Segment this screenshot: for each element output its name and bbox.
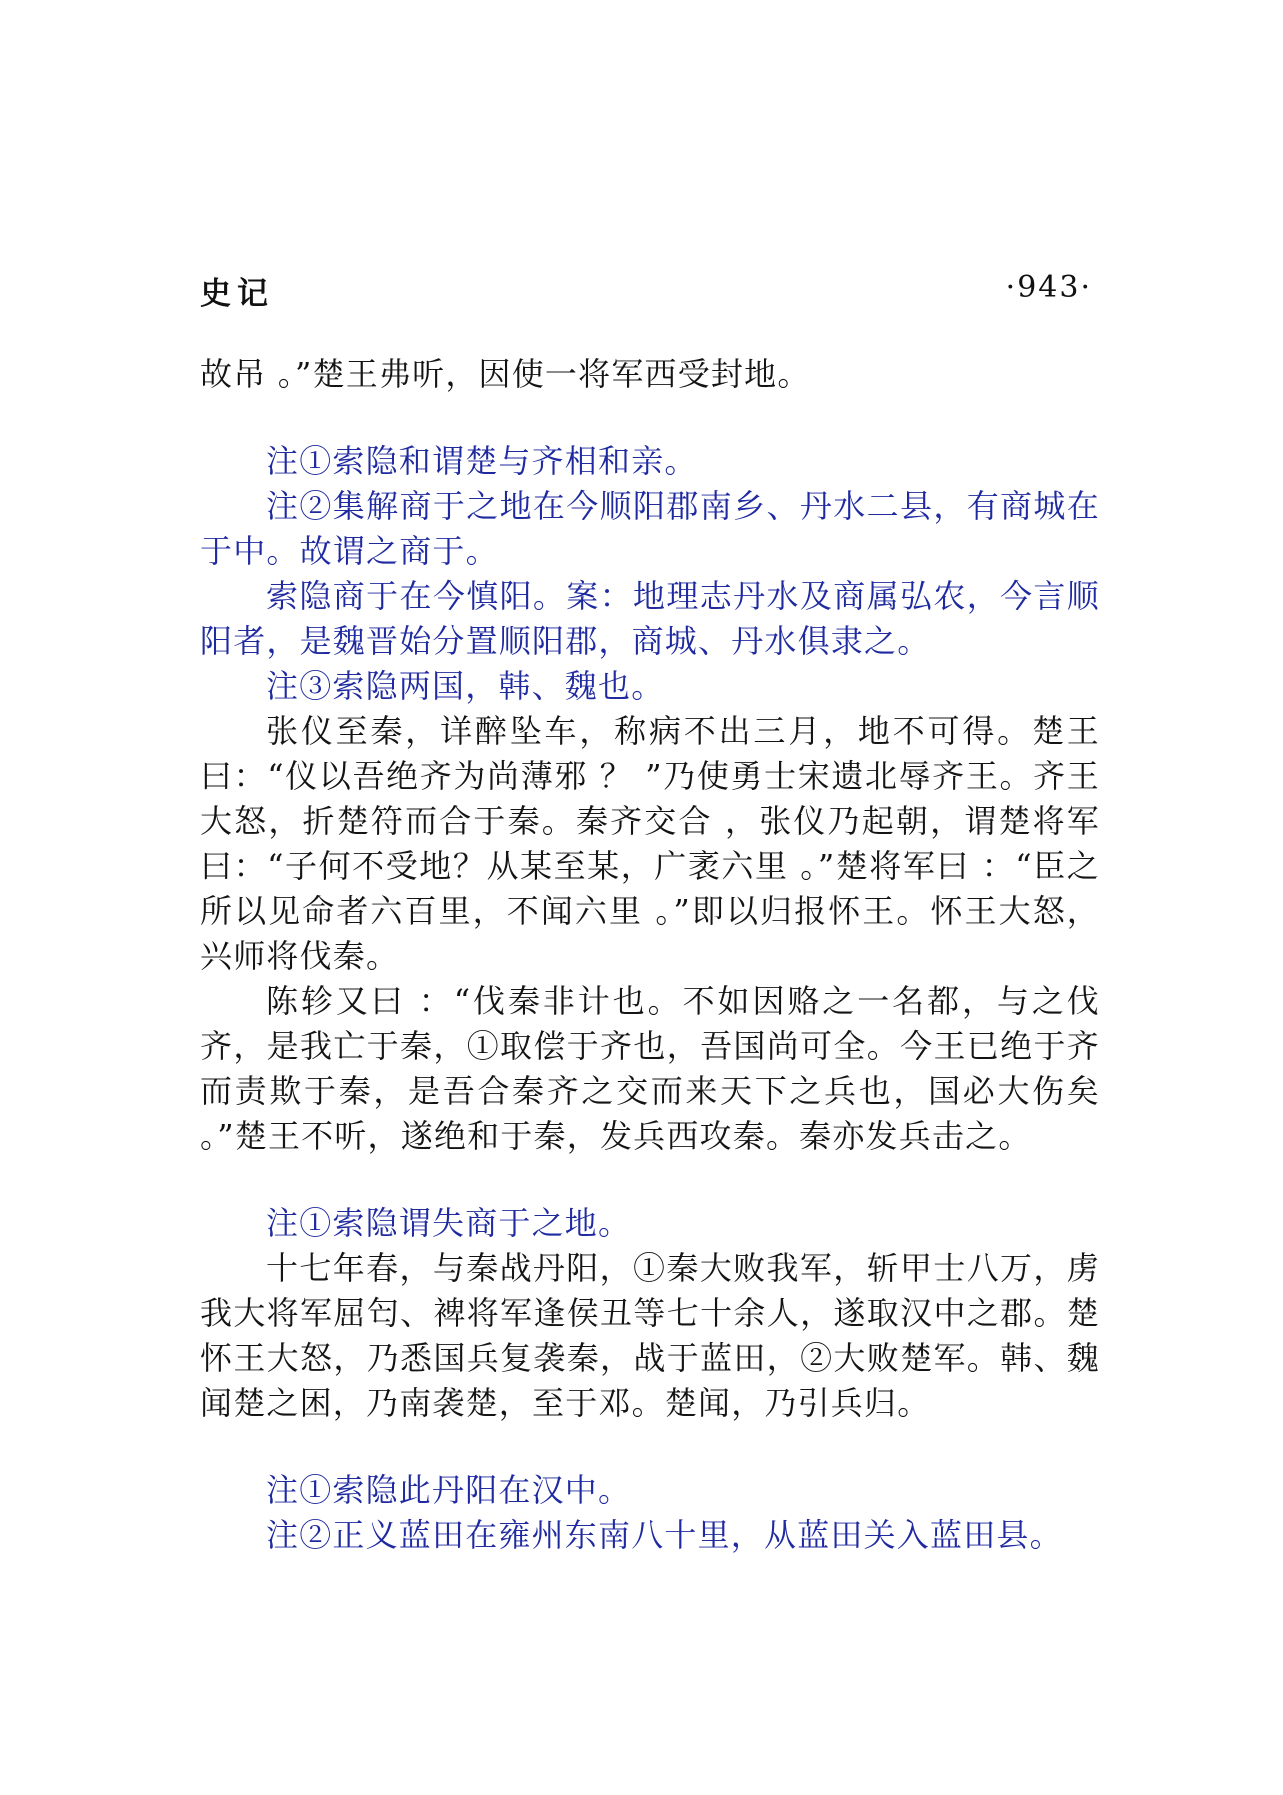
main-paragraph: 十七年春，与秦战丹阳，①秦大败我军，斩甲士八万，虏我大将军屈匄、裨将军逢侯丑等七十余人，遂取汉中之郡。楚怀王大怒，乃悉国兵复袭秦，战于蓝田，②大败楚军。韩、魏闻楚之困，乃南袭楚，至于邓。楚闻，乃引兵归。 xyxy=(200,1249,1100,1422)
annotation-note: 索隐商于在今慎阳。案：地理志丹水及商属弘农，今言顺阳者，是魏晋始分置顺阳郡，商城、丹水俱隶之。 xyxy=(200,577,1100,660)
annotation-note: 注①索隐谓失商于之地。 xyxy=(266,1204,632,1242)
annotation-note: 注③索隐两国，韩、魏也。 xyxy=(266,667,665,705)
annotation-note: 注②集解商于之地在今顺阳郡南乡、丹水二县，有商城在于中。故谓之商于。 xyxy=(200,487,1100,570)
page-header xyxy=(200,268,1092,312)
annotation-note: 注①索隐此丹阳在汉中。 xyxy=(266,1471,632,1509)
page-number: ·943· xyxy=(1005,270,1092,305)
paragraph-gap xyxy=(200,1159,1100,1201)
main-paragraph: 张仪至秦，详醉坠车，称病不出三月，地不可得。楚王曰：“仪以吾绝齐为尚薄邪 ？ ”乃使勇士宋遗北辱齐王。齐王大怒，折楚符而合于秦。秦齐交合 ，张仪乃起朝，谓楚将军曰：“子何不受地？从某至某，广袤六里 。”楚将军曰 ：“臣之所以见命者六百里，不闻六里 。”即以归报怀王。怀王大怒，兴师将伐秦。 xyxy=(200,712,1100,975)
book-title: 史记 xyxy=(200,276,274,312)
paragraph-gap xyxy=(200,1426,1100,1468)
annotation-note: 注②正义蓝田在雍州东南八十里，从蓝田关入蓝田县。 xyxy=(266,1516,1063,1554)
main-paragraph: 陈轸又曰 ：“伐秦非计也。不如因赂之一名都，与之伐齐，是我亡于秦，①取偿于齐也，吾国尚可全。今王已绝于齐而责欺于秦，是吾合秦齐之交而来天下之兵也，国必大伤矣 。”楚王不听，遂绝和于秦，发兵西攻秦。秦亦发兵击之。 xyxy=(200,982,1100,1155)
body-text xyxy=(200,352,1100,1558)
main-paragraph: 故吊 。”楚王弗听，因使一将军西受封地。 xyxy=(200,355,811,393)
annotation-note: 注①索隐和谓楚与齐相和亲。 xyxy=(266,442,698,480)
paragraph-gap xyxy=(200,397,1100,439)
